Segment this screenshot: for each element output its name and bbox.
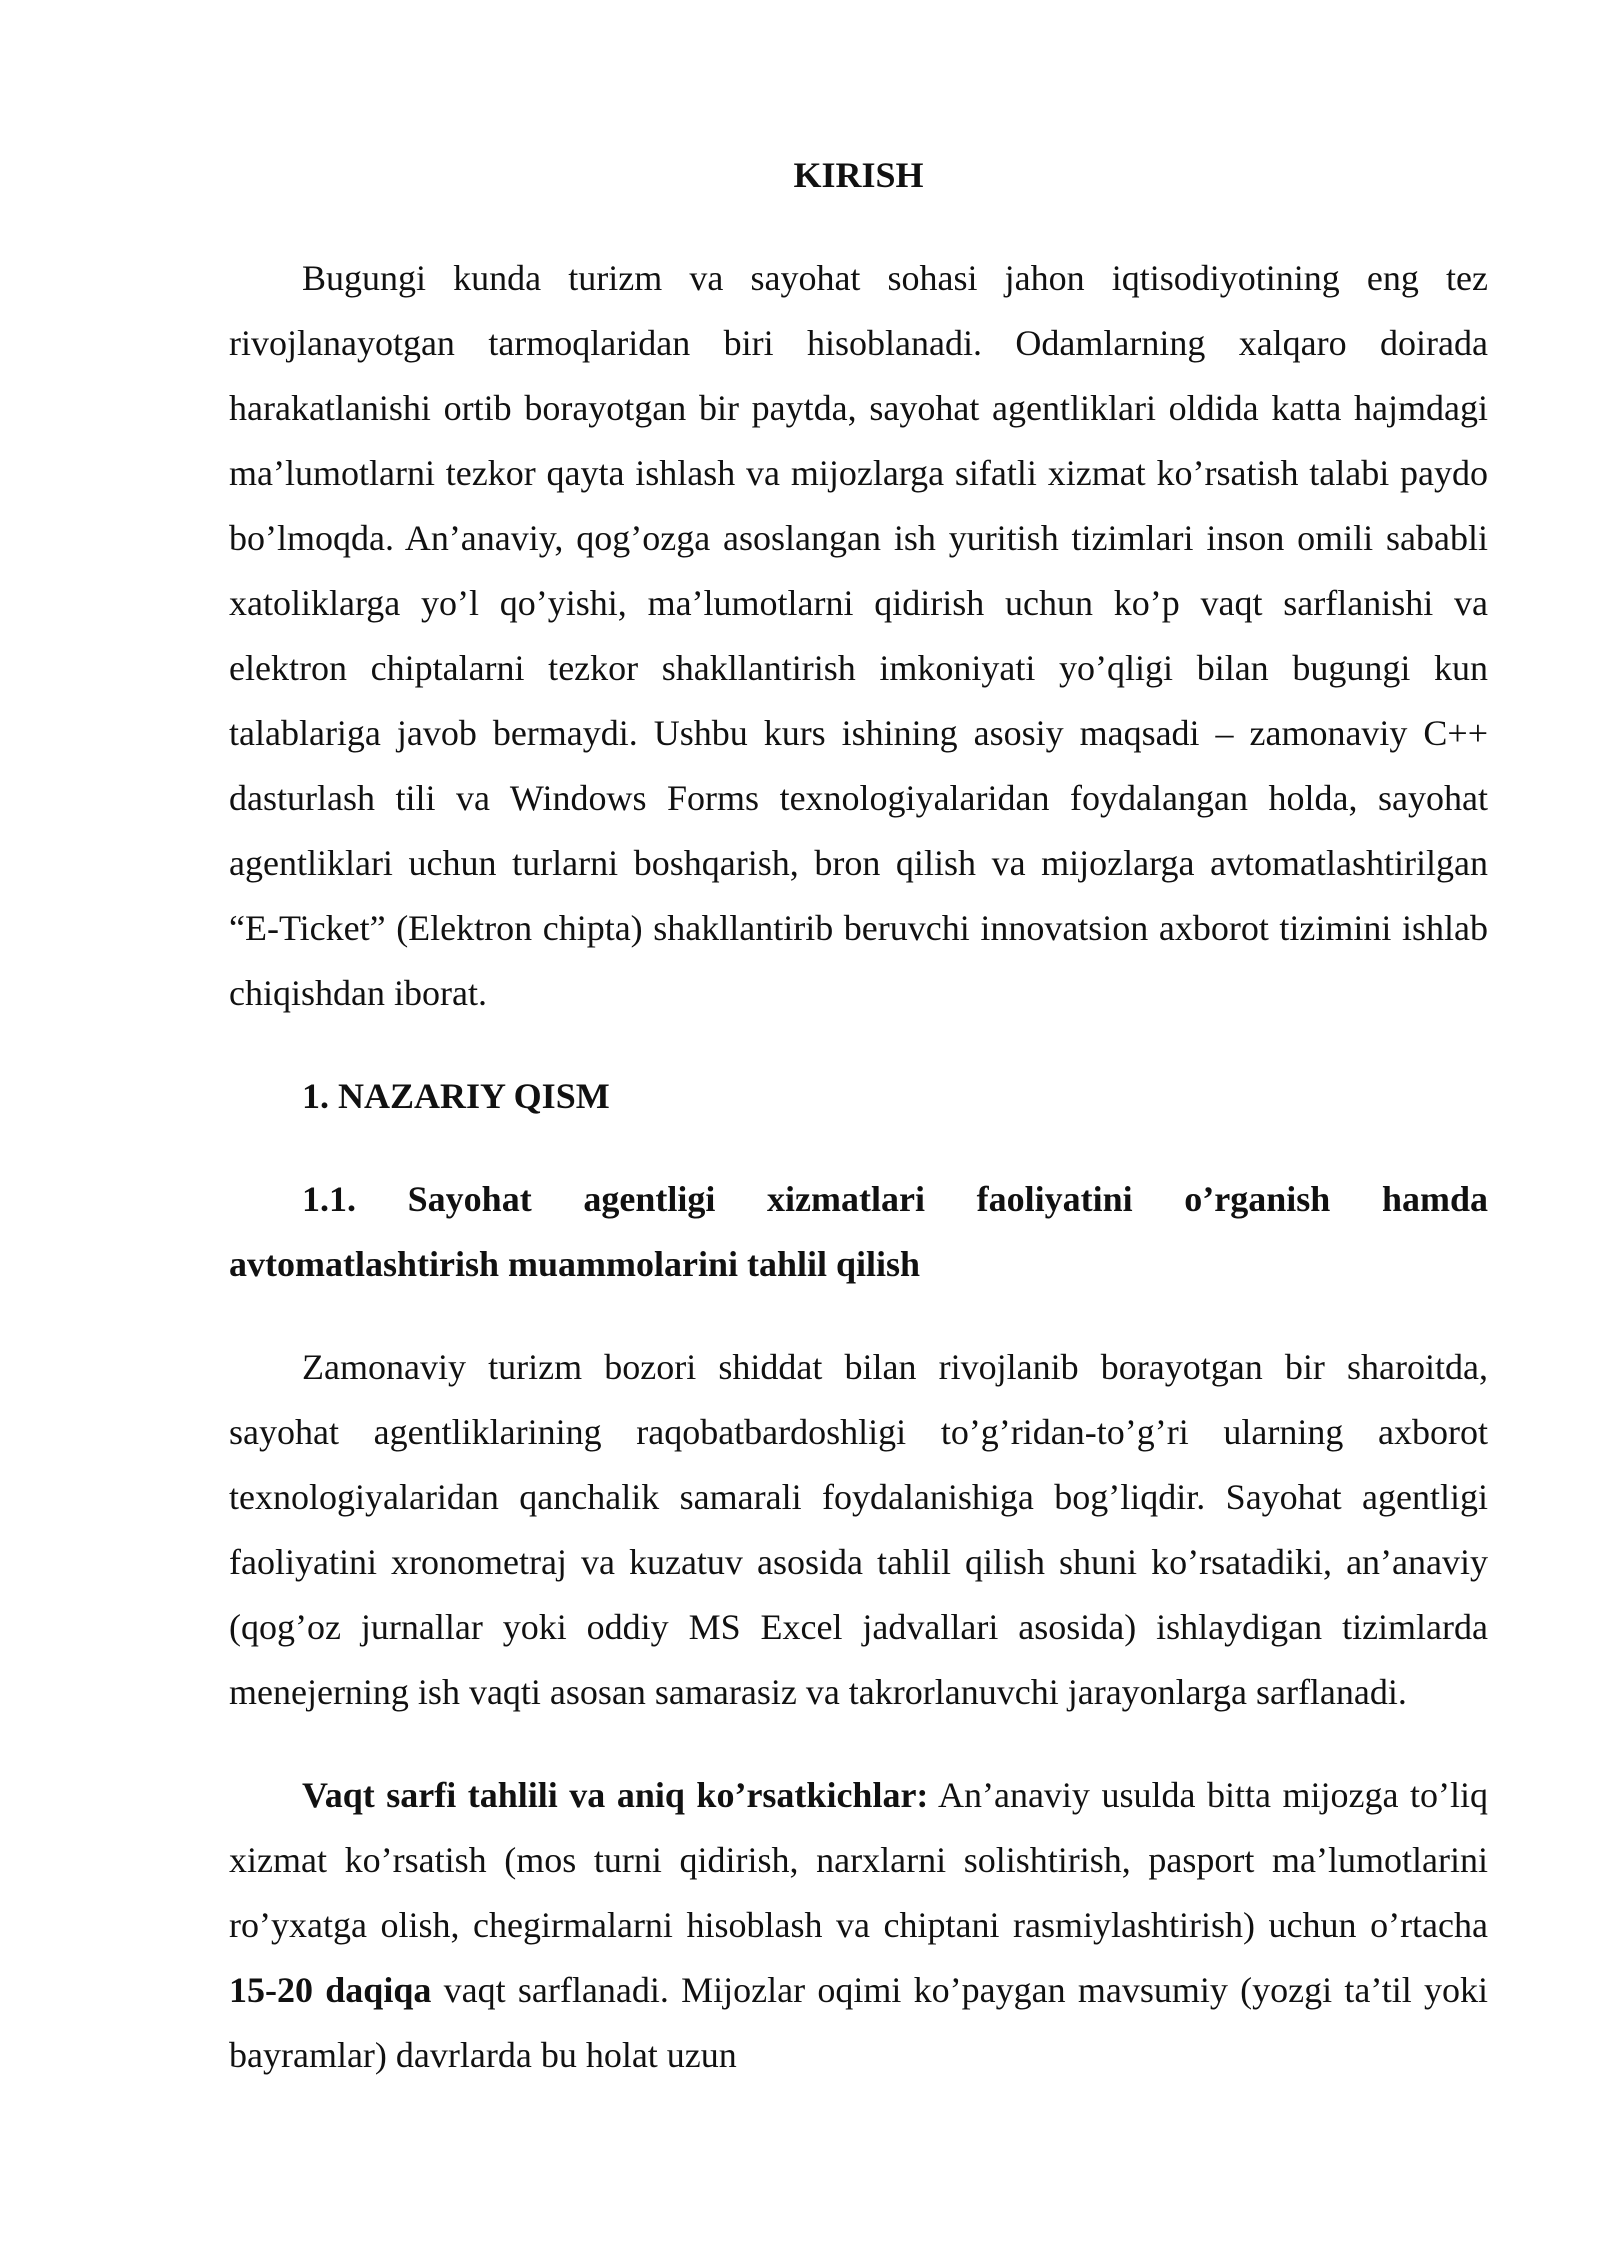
document-content	[229, 143, 1488, 2088]
time-analysis-text-part-2: vaqt sarflanadi. Mijozlar oqimi ko’paygan mavsumiy (yozgi ta’til yoki bayramlar) davrlarda bu holat uzun	[229, 1970, 1488, 2075]
time-analysis-bold-value: 15-20 daqiqa	[229, 1970, 432, 2010]
analysis-paragraph: Zamonaviy turizm bozori shiddat bilan rivojlanib borayotgan bir sharoitda, sayohat agentliklarining raqobatbardoshligi to’g’ridan-to’g’ri ularning axborot texnologiyalaridan qanchalik samarali foydalanishiga bog’liqdir. Sayohat agentligi faoliyatini xronometraj va kuzatuv asosida tahlil qilish shuni ko’rsatadiki, an’anaviy (qog’oz jurnallar yoki oddiy MS Excel jadvallari asosida) ishlaydigan tizimlarda menejerning ish vaqti asosan samarasiz va takrorlanuvchi jarayonlarga sarflanadi.	[229, 1347, 1488, 1712]
document-title: KIRISH	[793, 155, 924, 195]
section-heading: 1. NAZARIY QISM	[302, 1076, 610, 1116]
time-analysis-paragraph	[229, 1763, 1488, 2088]
subsection-heading: 1.1. Sayohat agentligi xizmatlari faoliyatini o’rganish hamda avtomatlashtirish muammolarini tahlil qilish	[229, 1179, 1488, 1284]
time-analysis-lead: Vaqt sarfi tahlili va aniq ko’rsatkichlar:	[302, 1775, 929, 1815]
time-analysis-text-part-1: An’anaviy usulda bitta mijozga to’liq xizmat ko’rsatish (mos turni qidirish, narxlarni solishtirish, pasport ma’lumotlarini ro’yxatga olish, chegirmalarni hisoblash va chiptani rasmiylashtirish) uchun o’rtacha	[229, 1775, 1489, 1945]
intro-paragraph: Bugungi kunda turizm va sayohat sohasi jahon iqtisodiyotining eng tez rivojlanayotgan tarmoqlaridan biri hisoblanadi. Odamlarning xalqaro doirada harakatlanishi ortib borayotgan bir paytda, sayohat agentliklari oldida katta hajmdagi ma’lumotlarni tezkor qayta ishlash va mijozlarga sifatli xizmat ko’rsatish talabi paydo bo’lmoqda. An’anaviy, qog’ozga asoslangan ish yuritish tizimlari inson omili sababli xatoliklarga yo’l qo’yishi, ma’lumotlarni qidirish uchun ko’p vaqt sarflanishi va elektron chiptalarni tezkor shakllantirish imkoniyati yo’qligi bilan bugungi kun talablariga javob bermaydi. Ushbu kurs ishining asosiy maqsadi – zamonaviy C++ dasturlash tili va Windows Forms texnologiyalaridan foydalangan holda, sayohat agentliklari uchun turlarni boshqarish, bron qilish va mijozlarga avtomatlashtirilgan “E-Ticket” (Elektron chipta) shakllantirib beruvchi innovatsion axborot tizimini ishlab chiqishdan iborat.	[229, 258, 1488, 1013]
